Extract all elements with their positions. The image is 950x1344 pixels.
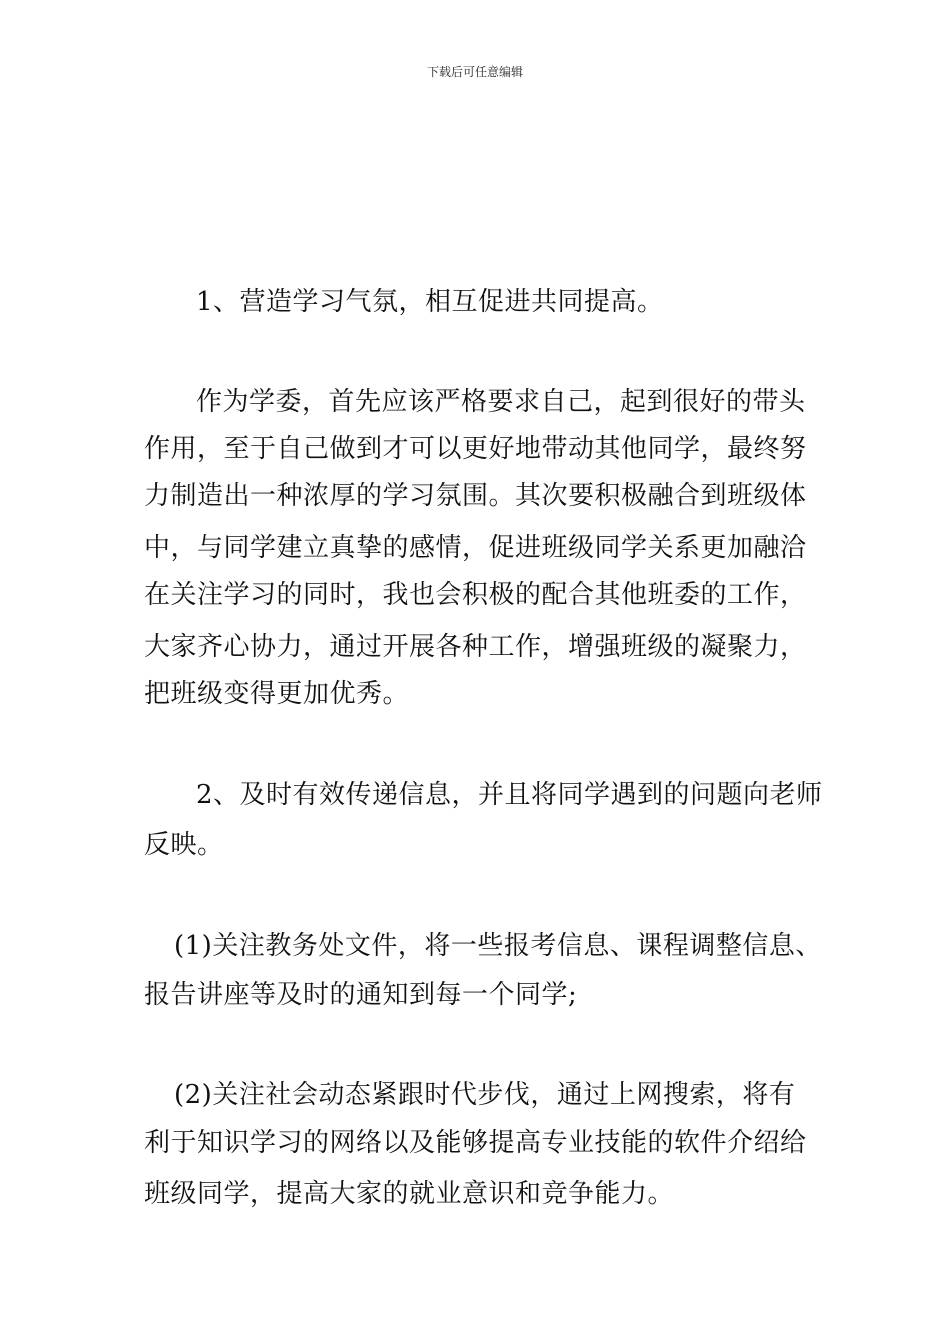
paragraph-line: 中，与同学建立真挚的感情，促进班级同学关系更加融洽 [144,533,807,563]
paragraph-line: 作用，至于自己做到才可以更好地带动其他同学，最终努 [144,434,807,464]
paragraph-line: 把班级变得更加优秀。 [144,679,410,709]
paragraph-line: 大家齐心协力，通过开展各种工作，增强班级的凝聚力， [144,632,807,662]
header-note: 下载后可任意编辑 [426,65,523,79]
section-heading-2-cont: 反映。 [144,830,224,860]
section-heading-2: 2、及时有效传递信息，并且将同学遇到的问题向老师 [196,780,823,810]
section-heading-1: 1、营造学习气氛，相互促进共同提高。 [196,287,664,317]
paragraph-line: 在关注学习的同时，我也会积极的配合其他班委的工作， [144,580,807,610]
list-item-2-cont: 利于知识学习的网络以及能够提高专业技能的软件介绍给 [144,1128,807,1158]
list-item-2: (2)关注社会动态紧跟时代步伐，通过上网搜索，将有 [174,1080,796,1110]
list-item-1-cont: 报告讲座等及时的通知到每一个同学; [144,980,578,1010]
list-item-1: (1)关注教务处文件，将一些报考信息、课程调整信息、 [174,931,822,961]
list-item-2-cont: 班级同学，提高大家的就业意识和竞争能力。 [144,1179,675,1209]
paragraph-line: 作为学委，首先应该严格要求自己，起到很好的带头 [196,387,806,417]
paragraph-line: 力制造出一种浓厚的学习氛围。其次要积极融合到班级体 [144,481,807,511]
